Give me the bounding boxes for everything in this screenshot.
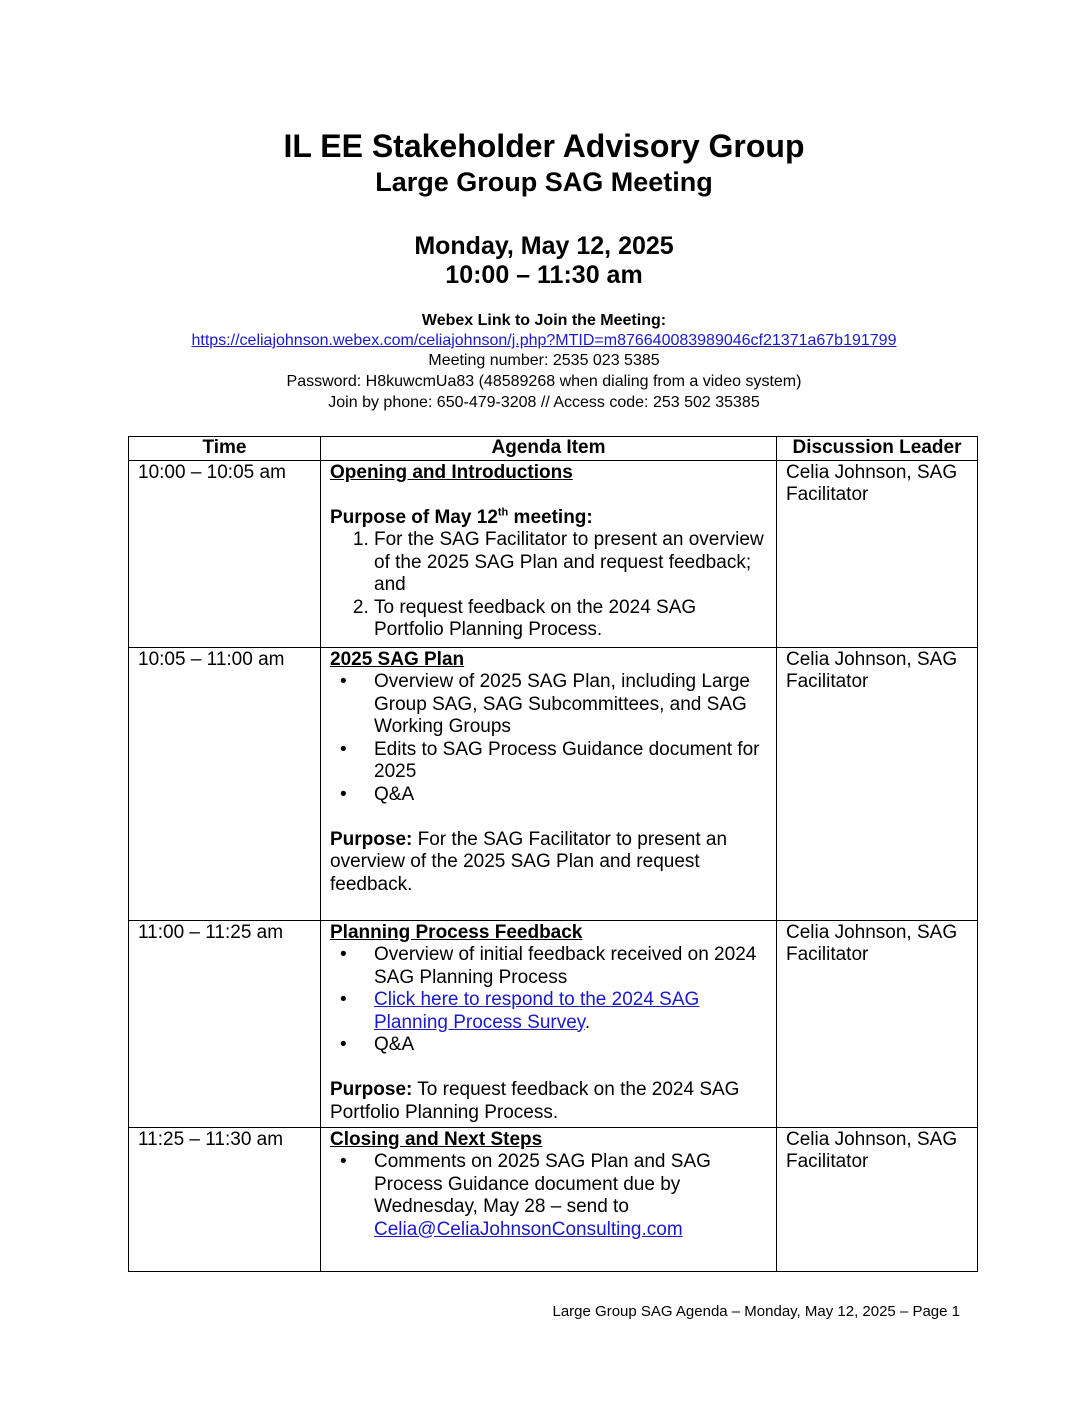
- row-time: 10:05 – 11:00 am: [129, 647, 321, 920]
- row-time: 10:00 – 10:05 am: [129, 460, 321, 647]
- webex-label: Webex Link to Join the Meeting:: [421, 312, 667, 329]
- agenda-header-row: [129, 437, 978, 461]
- meeting-number: Meeting number: 2535 023 5385: [428, 352, 660, 369]
- section-title: 2025 SAG Plan: [330, 648, 465, 670]
- row-time: 11:25 – 11:30 am: [129, 1127, 321, 1271]
- purpose-heading: Purpose of May 12th meeting:: [330, 506, 593, 528]
- page-footer: Large Group SAG Agenda – Monday, May 12, 2025 – Page 1: [552, 1303, 960, 1320]
- row-leader: Celia Johnson, SAG Facilitator: [777, 460, 978, 647]
- document-subtitle: Large Group SAG Meeting: [375, 167, 713, 197]
- header-discussion-leader: Discussion Leader: [777, 437, 978, 461]
- list-item: 2. To request feedback on the 2024 SAG Portfolio Planning Process.: [374, 597, 767, 642]
- section-title: Closing and Next Steps: [330, 1128, 543, 1150]
- row-leader: Celia Johnson, SAG Facilitator: [777, 647, 978, 920]
- list-item: • Q&A: [374, 784, 767, 807]
- document-title: IL EE Stakeholder Advisory Group: [283, 128, 805, 164]
- purpose-text: Purpose: To request feedback on the 2024 SAG Portfolio Planning Process.: [330, 1079, 740, 1123]
- row-agenda-item: [321, 647, 777, 920]
- list-item: • Edits to SAG Process Guidance document for 2025: [374, 739, 767, 784]
- survey-link[interactable]: Click here to respond to the 2024 SAG Planning Process Survey: [374, 989, 700, 1033]
- webex-link[interactable]: https://celiajohnson.webex.com/celiajohnson/j.php?MTID=m876640083989046cf21371a67b191799: [191, 332, 897, 349]
- purpose-list: [330, 529, 767, 642]
- meeting-time: 10:00 – 11:30 am: [445, 261, 643, 289]
- table-row: [129, 647, 978, 920]
- list-item: 1. For the SAG Facilitator to present an overview of the 2025 SAG Plan and request feedback; and: [374, 529, 767, 597]
- table-row: [129, 1127, 978, 1271]
- table-row: [129, 920, 978, 1127]
- list-item: • Click here to respond to the 2024 SAG Planning Process Survey.: [374, 989, 767, 1034]
- section-title: Planning Process Feedback: [330, 921, 583, 943]
- list-item: • Q&A: [374, 1034, 767, 1057]
- meeting-date: Monday, May 12, 2025: [414, 232, 674, 260]
- bullet-list: [330, 944, 767, 1057]
- email-link[interactable]: Celia@CeliaJohnsonConsulting.com: [374, 1218, 683, 1240]
- purpose-text: Purpose: For the SAG Facilitator to present an overview of the 2025 SAG Plan and request feedback.: [330, 828, 728, 895]
- list-item: • Overview of initial feedback received on 2024 SAG Planning Process: [374, 944, 767, 989]
- row-agenda-item: [321, 1127, 777, 1271]
- webex-link-row: [0, 331, 1088, 351]
- meeting-password: Password: H8kuwcmUa83 (48589268 when dialing from a video system): [286, 373, 802, 390]
- table-row: [129, 460, 978, 647]
- row-agenda-item: [321, 460, 777, 647]
- header-time: Time: [129, 437, 321, 461]
- row-agenda-item: [321, 920, 777, 1127]
- bullet-list: [330, 1151, 767, 1241]
- section-title: Opening and Introductions: [330, 461, 573, 483]
- list-item: • Overview of 2025 SAG Plan, including Large Group SAG, SAG Subcommittees, and SAG Working Groups: [374, 671, 767, 739]
- row-time: 11:00 – 11:25 am: [129, 920, 321, 1127]
- row-leader: Celia Johnson, SAG Facilitator: [777, 920, 978, 1127]
- join-by-phone: Join by phone: 650-479-3208 // Access code: 253 502 35385: [328, 394, 760, 411]
- list-item: • Comments on 2025 SAG Plan and SAG Process Guidance document due by Wednesday, May 28 – send to Celia@CeliaJohnsonConsulting.com: [374, 1151, 767, 1241]
- header-agenda-item: Agenda Item: [321, 437, 777, 461]
- agenda-table: [128, 436, 978, 1272]
- bullet-list: [330, 671, 767, 806]
- row-leader: Celia Johnson, SAG Facilitator: [777, 1127, 978, 1271]
